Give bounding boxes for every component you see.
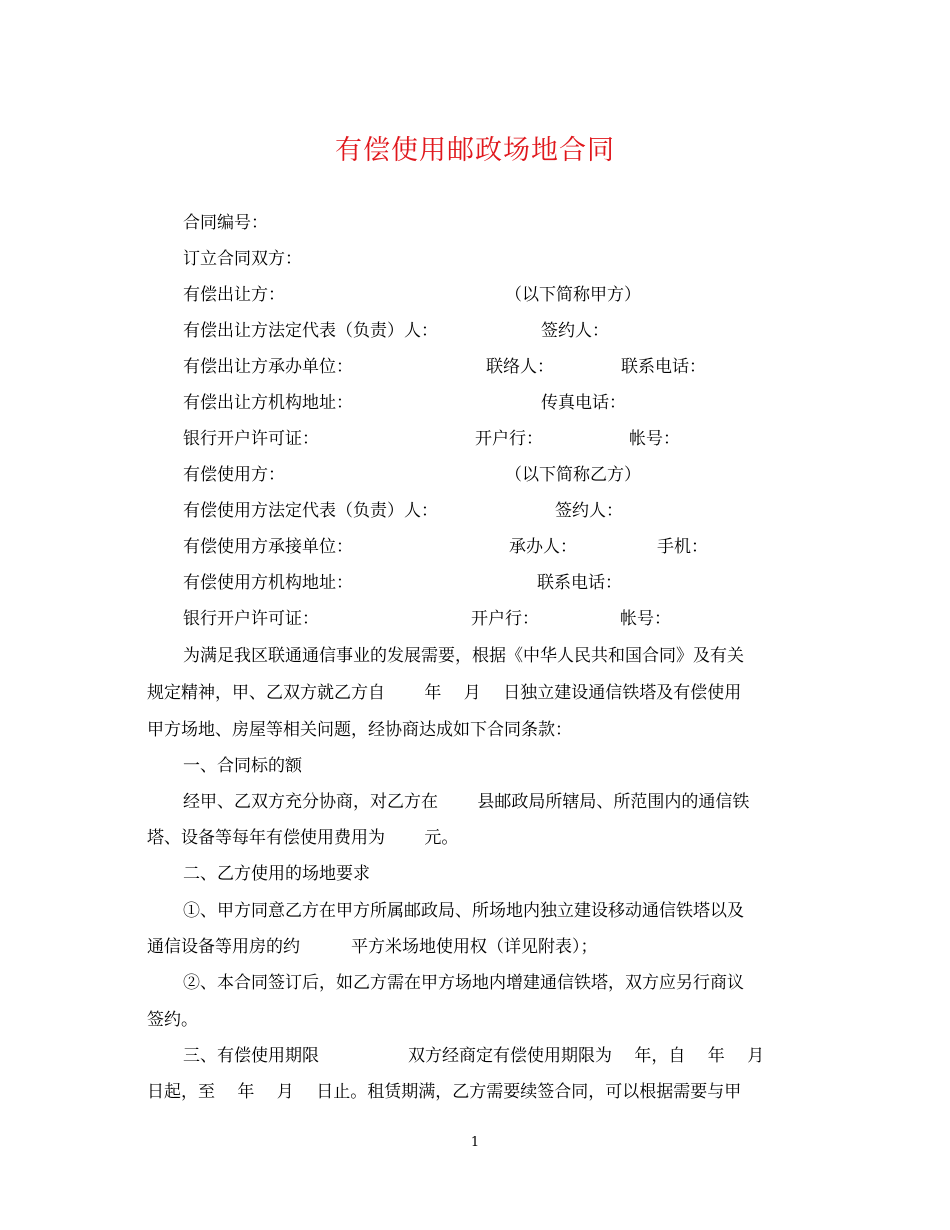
lessor-abbrev-note: （以下简称甲方） xyxy=(505,285,641,305)
section-2-item-2-line-2: 签约。 xyxy=(147,1010,198,1030)
contract-number-label: 合同编号： xyxy=(183,213,268,233)
section-2-item-2-line-1: ②、本合同签订后，如乙方需在甲方场地内增建通信铁塔，双方应另行商议 xyxy=(183,973,744,993)
lessee-bank-label: 开户行： xyxy=(471,609,539,629)
preamble-line-1: 为满足我区联通通信事业的发展需要，根据《中华人民共和国合同》及有关 xyxy=(183,646,744,666)
lessor-label: 有偿出让方： xyxy=(183,285,285,305)
lessor-bank-label: 开户行： xyxy=(475,429,543,449)
lessor-bank-permit-label: 银行开户许可证： xyxy=(183,429,319,449)
section-1-line-1: 经甲、乙双方充分协商，对乙方在 县邮政局所辖局、所范围内的通信铁 xyxy=(183,792,750,812)
lessor-rep-label: 有偿出让方法定代表（负责）人： xyxy=(183,321,438,341)
lessee-handler-label: 承办人： xyxy=(509,537,577,557)
lessor-unit-label: 有偿出让方承办单位： xyxy=(183,357,353,377)
section-2-heading: 二、乙方使用的场地要求 xyxy=(183,864,370,884)
lessee-rep-label: 有偿使用方法定代表（负责）人： xyxy=(183,501,438,521)
lessee-abbrev-note: （以下简称乙方） xyxy=(505,465,641,485)
contract-parties-label: 订立合同双方： xyxy=(183,249,302,269)
lessee-phone-label: 联系电话： xyxy=(537,573,622,593)
lessor-account-label: 帐号： xyxy=(629,429,680,449)
lessee-address-label: 有偿使用方机构地址： xyxy=(183,573,353,593)
section-3-line-2: 日起，至 年 月 日止。租赁期满，乙方需要续签合同，可以根据需要与甲 xyxy=(147,1082,742,1102)
lessor-signer-label: 签约人： xyxy=(541,321,609,341)
lessor-fax-label: 传真电话： xyxy=(541,393,626,413)
preamble-line-2: 规定精神，甲、乙双方就乙方自 年 月 日独立建设通信铁塔及有偿使用 xyxy=(147,683,742,703)
lessee-account-label: 帐号： xyxy=(620,609,671,629)
document-title: 有偿使用邮政场地合同 xyxy=(335,135,615,166)
page-number: 1 xyxy=(470,1135,480,1150)
section-3-line-1: 双方经商定有偿使用期限为 年，自 年 月 xyxy=(408,1046,765,1066)
section-2-item-1-line-2: 通信设备等用房的约 平方米场地使用权（详见附表）； xyxy=(147,937,598,957)
section-1-line-2: 塔、设备等每年有偿使用费用为 元。 xyxy=(147,828,459,848)
section-1-heading: 一、合同标的额 xyxy=(183,756,302,776)
lessor-contact-label: 联络人： xyxy=(486,357,554,377)
lessee-mobile-label: 手机： xyxy=(657,537,708,557)
lessee-bank-permit-label: 银行开户许可证： xyxy=(183,609,319,629)
section-3-heading: 三、有偿使用期限 xyxy=(183,1046,319,1066)
lessor-address-label: 有偿出让方机构地址： xyxy=(183,393,353,413)
section-2-item-1-line-1: ①、甲方同意乙方在甲方所属邮政局、所场地内独立建设移动通信铁塔以及 xyxy=(183,901,744,921)
preamble-line-3: 甲方场地、房屋等相关问题，经协商达成如下合同条款： xyxy=(147,720,572,740)
lessor-phone-label: 联系电话： xyxy=(621,357,706,377)
lessee-unit-label: 有偿使用方承接单位： xyxy=(183,537,353,557)
lessee-label: 有偿使用方： xyxy=(183,465,285,485)
lessee-signer-label: 签约人： xyxy=(555,501,623,521)
